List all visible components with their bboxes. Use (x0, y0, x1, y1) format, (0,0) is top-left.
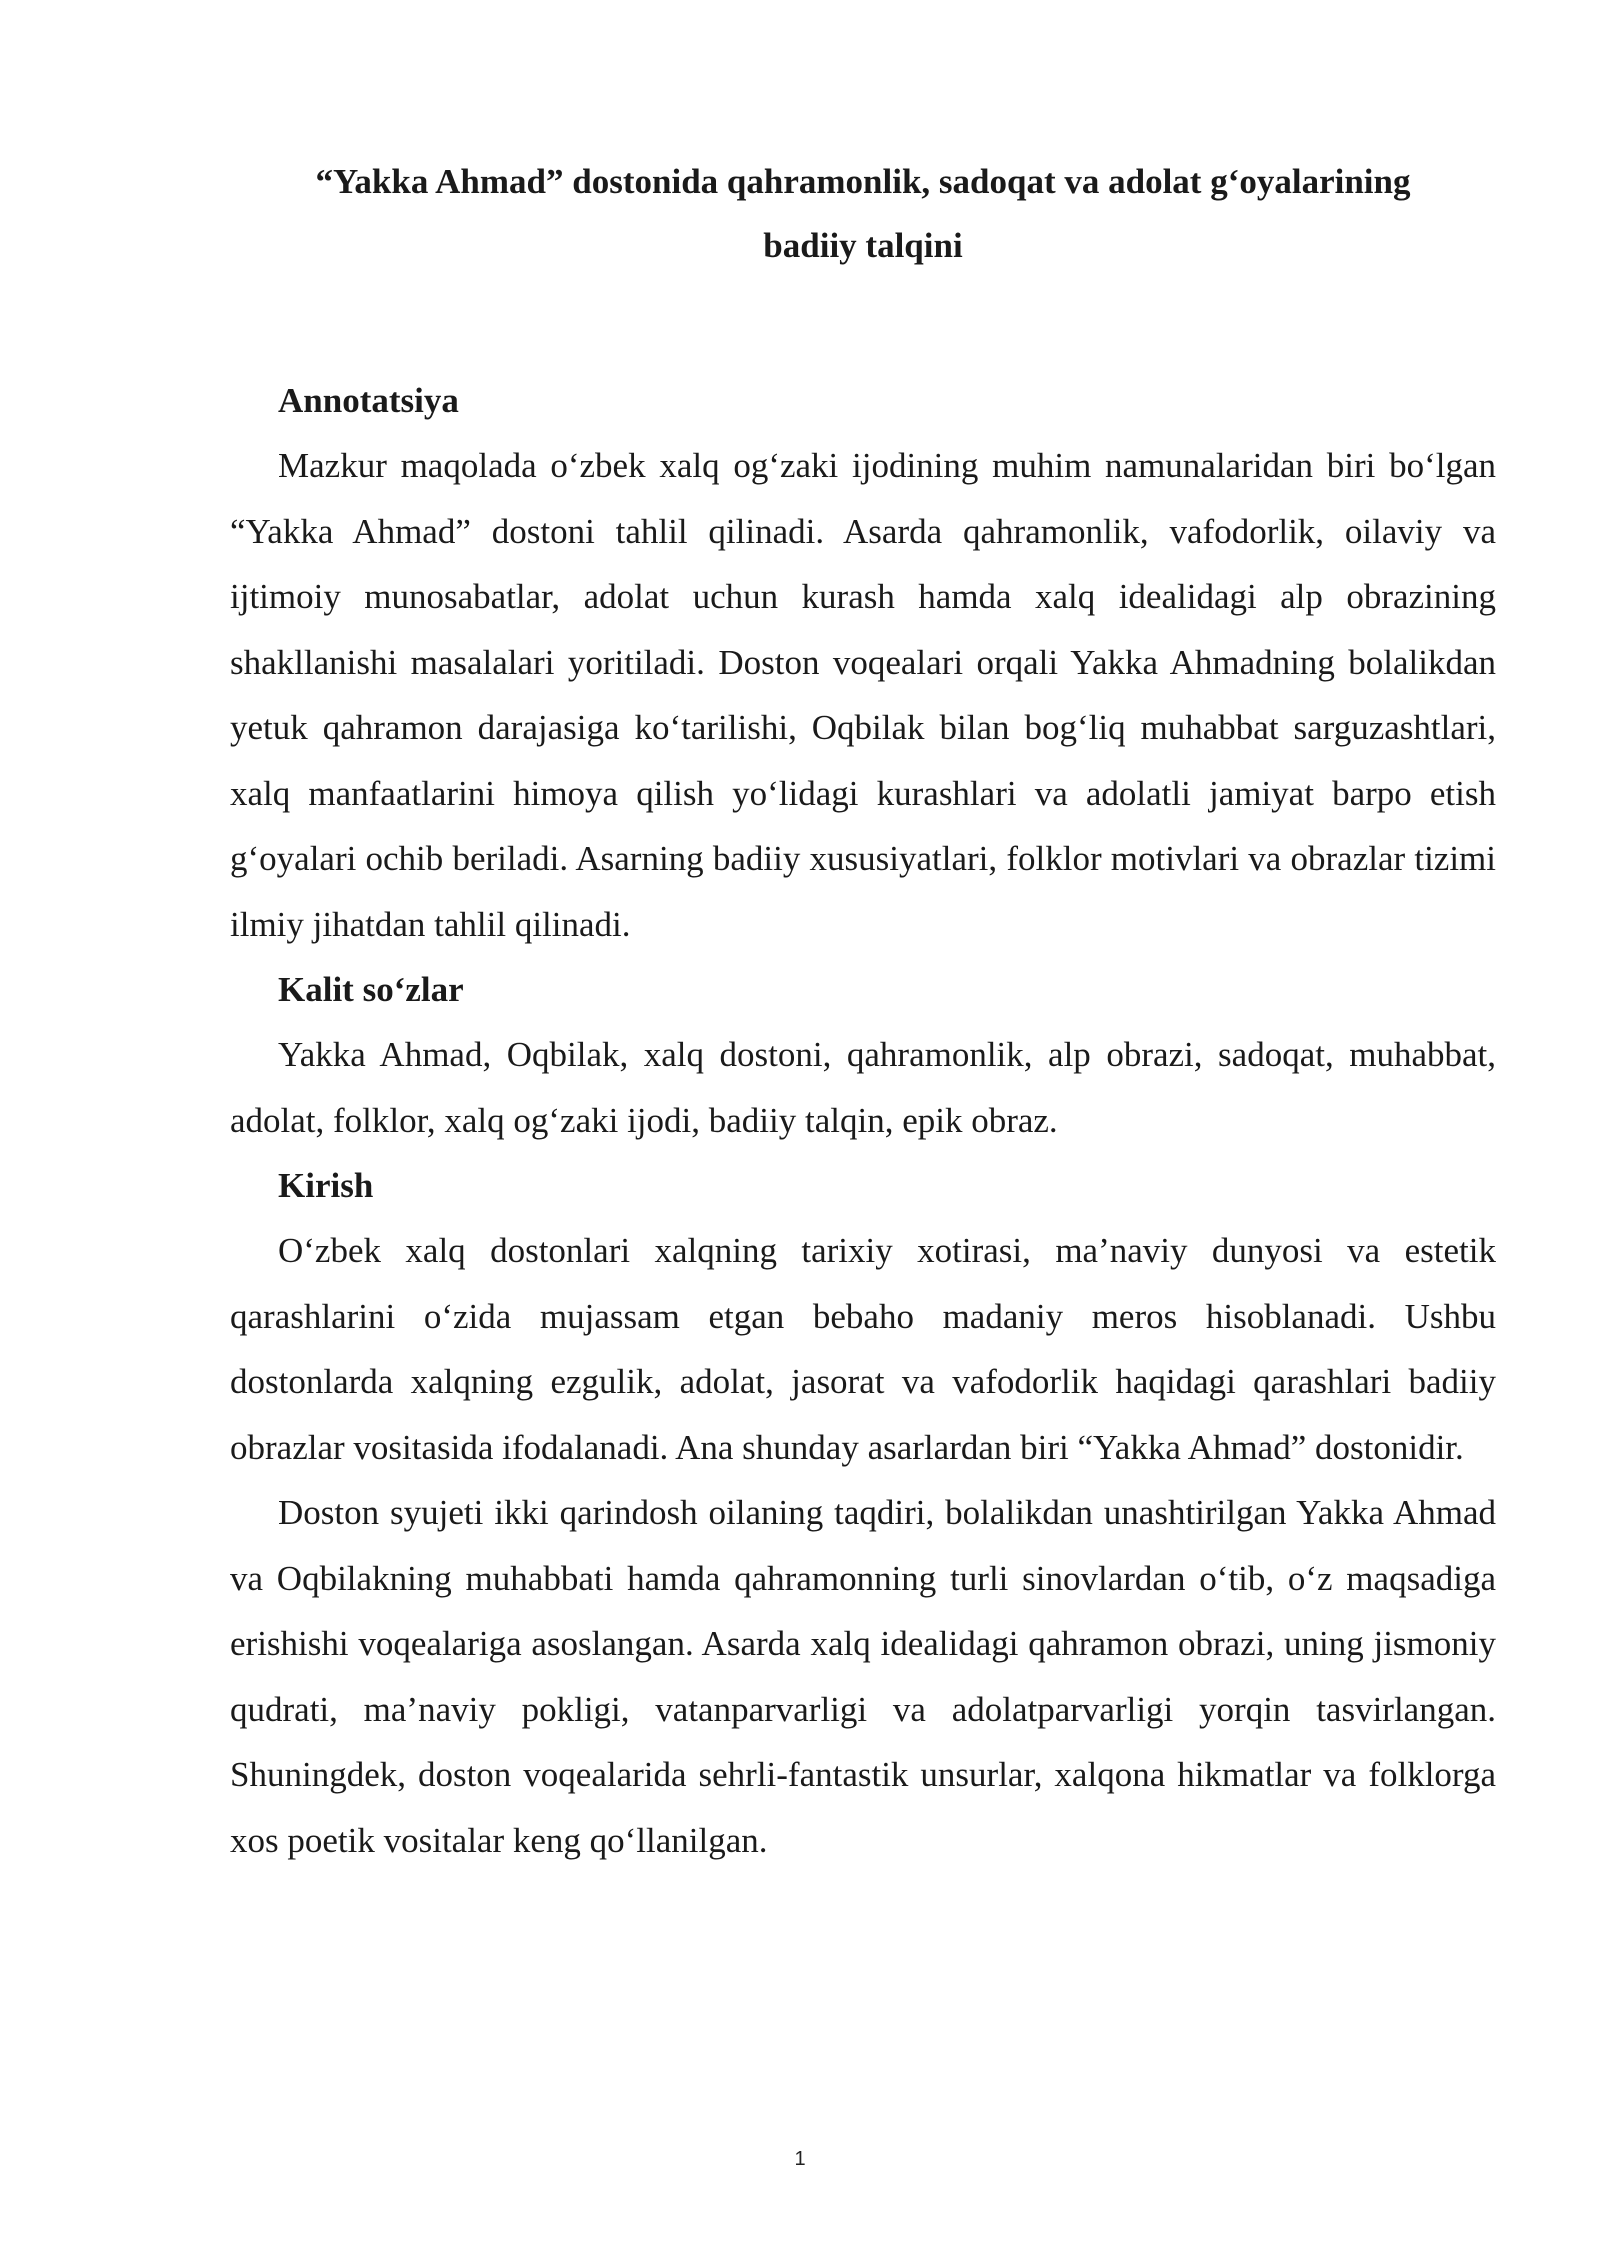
introduction-paragraph-2: Doston syujeti ikki qarindosh oilaning taqdiri, bolalikdan unashtirilgan Yakka Ahmad va Oqbilakning muhabbati hamda qahramonning turli sinovlardan o‘tib, o‘z maqsadiga erishishi voqealariga asoslangan. Asarda xalq idealidagi qahramon obrazi, uning jismoniy qudrati, ma’naviy pokligi, vatanparvarligi va adolatparvarligi yorqin tasvirlangan. Shuningdek, doston voqealarida sehrli-fantastik unsurlar, xalqona hikmatlar va folklorga xos poetik vositalar keng qo‘llanilgan. (230, 1493, 1496, 1860)
keywords-paragraph: Yakka Ahmad, Oqbilak, xalq dostoni, qahramonlik, alp obrazi, sadoqat, muhabbat, adolat, folklor, xalq og‘zaki ijodi, badiiy talqin, epik obraz. (230, 1035, 1496, 1140)
annotation-paragraph: Mazkur maqolada o‘zbek xalq og‘zaki ijodining muhim namunalaridan biri bo‘lgan “Yakka Ahmad” dostoni tahlil qilinadi. Asarda qahramonlik, vafodorlik, oilaviy va ijtimoiy munosabatlar, adolat uchun kurash hamda xalq idealidagi alp obrazining shakllanishi masalalari yoritiladi. Doston voqealari orqali Yakka Ahmadning bolalikdan yetuk qahramon darajasiga ko‘tarilishi, Oqbilak bilan bog‘liq muhabbat sarguzashtlari, xalq manfaatlarini himoya qilish yo‘lidagi kurashlari va adolatli jamiyat barpo etish g‘oyalari ochib beriladi. Asarning badiiy xususiyatlari, folklor motivlari va obrazlar tizimi ilmiy jihatdan tahlil qilinadi. (230, 446, 1496, 944)
introduction-heading: Kirish (278, 1166, 374, 1205)
title-line-2: badiiy talqini (763, 226, 963, 265)
annotation-heading: Annotatsiya (278, 381, 459, 420)
introduction-paragraph-1: O‘zbek xalq dostonlari xalqning tarixiy xotirasi, ma’naviy dunyosi va estetik qarashlarini o‘zida mujassam etgan bebaho madaniy meros hisoblanadi. Ushbu dostonlarda xalqning ezgulik, adolat, jasorat va vafodorlik haqidagi qarashlari badiiy obrazlar vositasida ifodalanadi. Ana shunday asarlardan biri “Yakka Ahmad” dostonidir. (230, 1231, 1496, 1467)
keywords-heading: Kalit so‘zlar (278, 970, 464, 1009)
article-title (230, 150, 1496, 278)
title-spacer (230, 278, 1496, 368)
page-number: 1 (794, 2148, 806, 2170)
title-line-1: “Yakka Ahmad” dostonida qahramonlik, sadoqat va adolat g‘oyalarining (315, 162, 1411, 201)
page-content (230, 150, 1496, 1873)
